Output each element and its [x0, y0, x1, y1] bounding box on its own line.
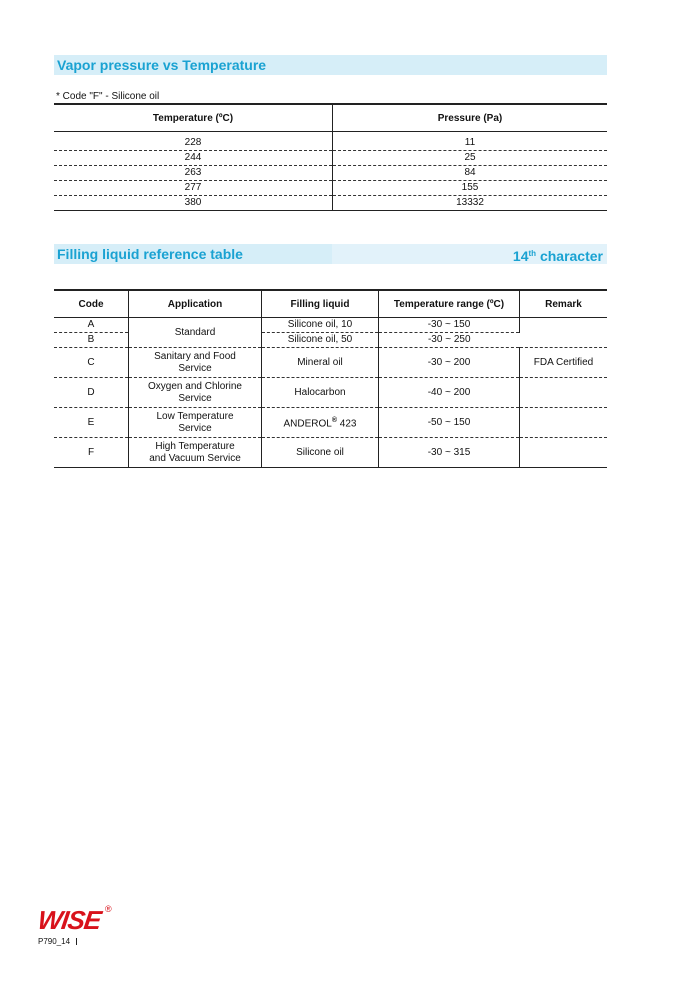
application-cell [129, 378, 262, 408]
code-cell: B [54, 333, 129, 348]
character-label: character [536, 248, 603, 264]
table-row [54, 348, 607, 378]
filling-liquid-table [54, 289, 607, 468]
column-header-temperature-range: Temperature range (ºC) [379, 290, 520, 318]
temperature-cell: 277 [54, 181, 333, 196]
table-row [54, 196, 607, 211]
divider [76, 938, 77, 945]
temperature-cell: 263 [54, 166, 333, 181]
filling-liquid-cell [262, 408, 379, 438]
temperature-range-cell: -30 ~ 150 [379, 318, 520, 333]
character-position-label [332, 244, 607, 264]
application-line: Sanitary and Food [154, 350, 236, 362]
table-header-row [54, 104, 607, 132]
wise-logo [35, 904, 112, 936]
page-code-text: P790_14 [38, 937, 71, 946]
liquid-name: ANDEROL [283, 418, 332, 430]
code-cell: A [54, 318, 129, 333]
pressure-cell: 11 [333, 132, 608, 151]
application-cell [129, 408, 262, 438]
temperature-range-cell: -30 ~ 315 [379, 438, 520, 468]
application-cell [129, 348, 262, 378]
pressure-cell: 155 [333, 181, 608, 196]
table-row [54, 318, 607, 333]
remark-cell: FDA Certified [520, 348, 608, 378]
liquid-number: 423 [337, 418, 357, 430]
pressure-cell: 25 [333, 151, 608, 166]
vapor-section-title: Vapor pressure vs Temperature [54, 55, 607, 75]
table-row [54, 166, 607, 181]
application-line: and Vacuum Service [149, 452, 241, 464]
column-header-temperature: Temperature (ºC) [54, 104, 333, 132]
application-cell [129, 438, 262, 468]
remark-cell [520, 408, 608, 438]
column-header-application: Application [129, 290, 262, 318]
temperature-range-cell: -30 ~ 250 [379, 333, 520, 348]
filling-liquid-cell: Silicone oil, 10 [262, 318, 379, 333]
table-header-row [54, 290, 607, 318]
code-cell: F [54, 438, 129, 468]
application-line: Low Temperature [156, 410, 234, 422]
column-header-pressure: Pressure (Pa) [333, 104, 608, 132]
character-suffix: th [528, 249, 537, 258]
temperature-cell: 228 [54, 132, 333, 151]
code-cell: E [54, 408, 129, 438]
vapor-pressure-table [54, 103, 607, 211]
table-row [54, 151, 607, 166]
remark-cell [520, 438, 608, 468]
table-row [54, 181, 607, 196]
application-line: Service [178, 392, 212, 404]
logo-registered-mark: ® [105, 904, 112, 914]
remark-cell [520, 318, 608, 348]
temperature-cell: 244 [54, 151, 333, 166]
code-cell: D [54, 378, 129, 408]
temperature-cell: 380 [54, 196, 333, 211]
column-header-remark: Remark [520, 290, 608, 318]
temperature-range-cell: -40 ~ 200 [379, 378, 520, 408]
application-cell: Standard [129, 318, 262, 348]
table-row [54, 378, 607, 408]
character-number: 14 [512, 248, 529, 264]
filling-liquid-cell: Mineral oil [262, 348, 379, 378]
application-line: Service [178, 362, 212, 374]
registered-mark: ® [331, 416, 338, 424]
filling-liquid-cell: Silicone oil [262, 438, 379, 468]
filling-section-title: Filling liquid reference table [54, 244, 332, 264]
pressure-cell: 13332 [456, 197, 484, 208]
table-row [54, 132, 607, 151]
temperature-range-cell: -30 ~ 200 [379, 348, 520, 378]
column-header-filling-liquid: Filling liquid [262, 290, 379, 318]
application-line: Service [178, 422, 212, 434]
filling-liquid-cell: Silicone oil, 50 [262, 333, 379, 348]
code-cell: C [54, 348, 129, 378]
remark-cell [520, 378, 608, 408]
table-row [54, 408, 607, 438]
pressure-cell: 84 [333, 166, 608, 181]
application-line: High Temperature [155, 440, 235, 452]
logo-text: WISE [35, 905, 103, 935]
page-code [38, 937, 77, 946]
filling-liquid-cell: Halocarbon [262, 378, 379, 408]
vapor-note: * Code "F" - Silicone oil [56, 91, 160, 102]
temperature-range-cell: -50 ~ 150 [379, 408, 520, 438]
column-header-code: Code [54, 290, 129, 318]
table-row [54, 438, 607, 468]
application-line: Oxygen and Chlorine [148, 380, 242, 392]
